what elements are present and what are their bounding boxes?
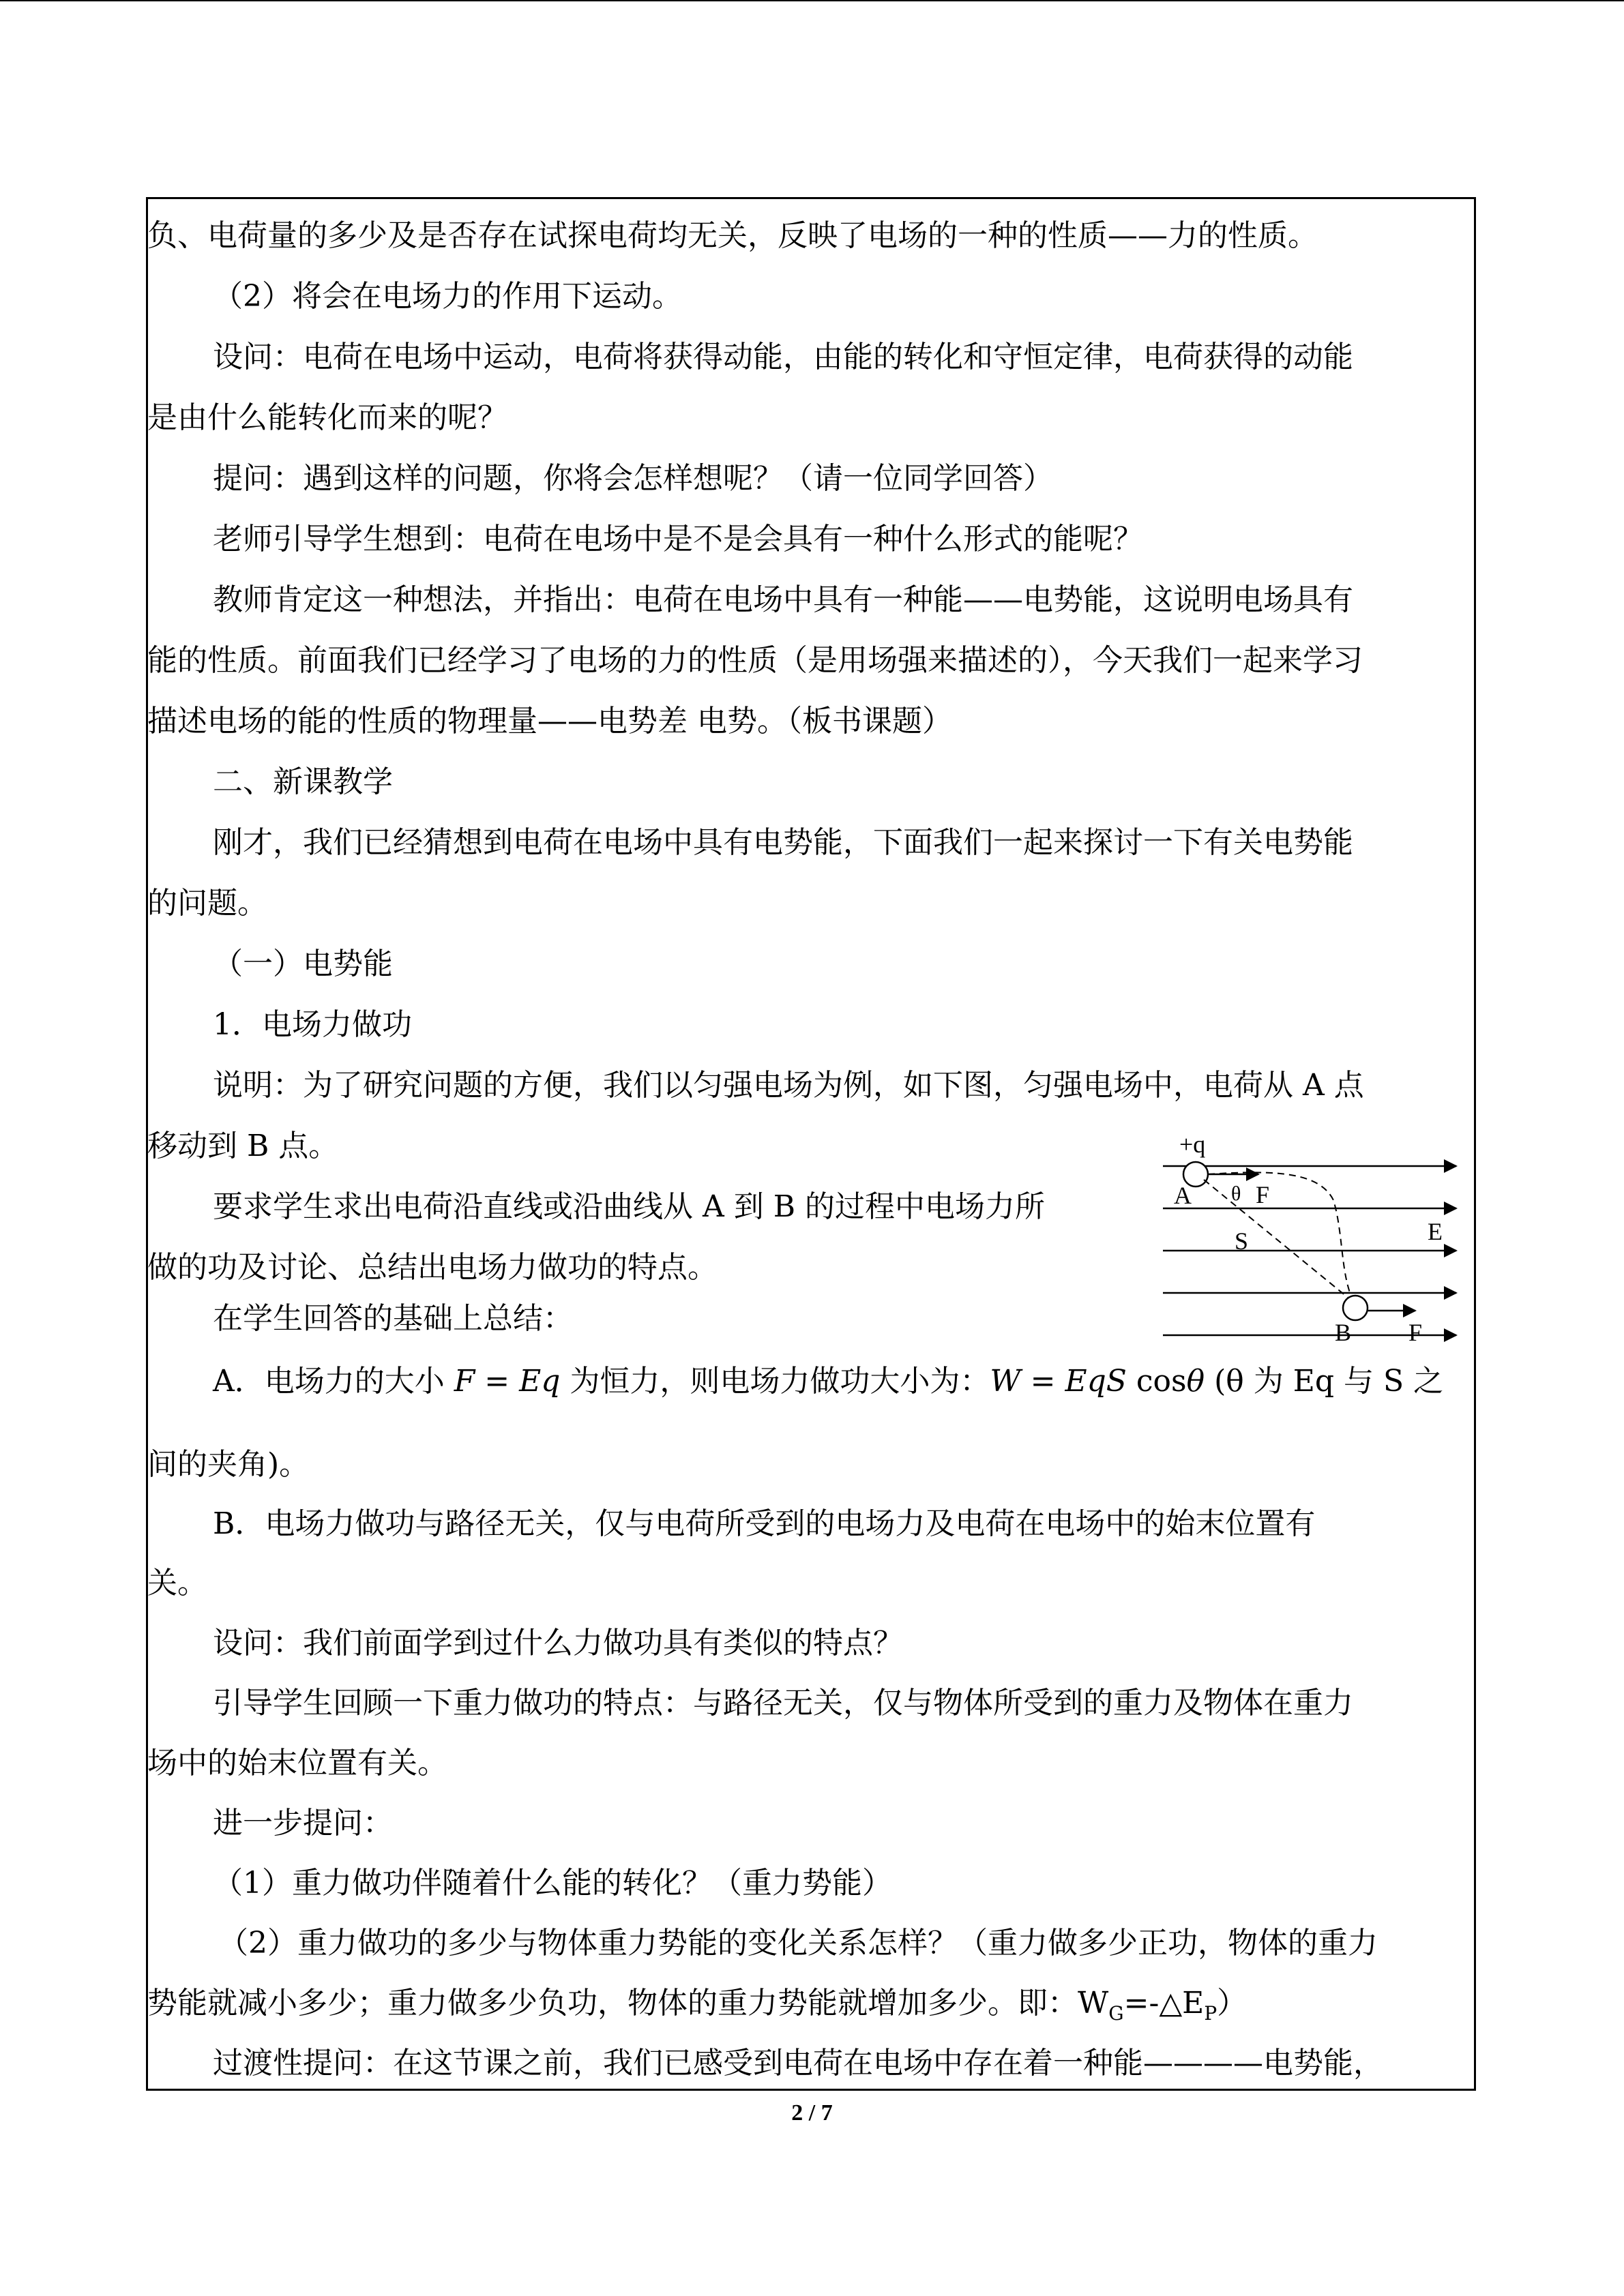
wg-sub-p: P (1204, 2001, 1217, 2025)
angle-label: θ (1231, 1182, 1241, 1205)
formula-w: W = EqS (990, 1364, 1127, 1399)
text-line: 老师引导学生想到：电荷在电场中是不是会具有一种什么形式的能呢？ (213, 522, 1143, 556)
text-line: 关。 (147, 1566, 207, 1600)
wg-sub-g: G (1108, 2001, 1124, 2025)
path-label: S (1235, 1227, 1249, 1255)
curved-path (1208, 1172, 1354, 1302)
text-line: （1）重力做功伴随着什么能的转化？（重力势能） (213, 1866, 892, 1900)
text-line: 负、电荷量的多少及是否存在试探电荷均无关，反映了电场的一种的性质——力的性质。 (147, 218, 1318, 253)
point-b-label: B (1335, 1319, 1352, 1346)
formula-middle: 为恒力，则电场力做功大小为： (560, 1364, 990, 1399)
text-line: 的问题。 (147, 886, 267, 921)
text-line: 做的功及讨论、总结出电场力做功的特点。 (147, 1250, 718, 1285)
text-line: （2）将会在电场力的作用下运动。 (213, 279, 682, 314)
charge-label: +q (1179, 1132, 1206, 1158)
wg-suffix: ） (1217, 1986, 1247, 2021)
text-line: 场中的始末位置有关。 (147, 1746, 447, 1780)
formula-suffix: (θ 为 Eq 与 S 之 (1205, 1364, 1444, 1399)
wg-prefix: 势能就减小多少；重力做多少负功，物体的重力势能就增加多少。即：W (147, 1986, 1109, 2021)
charge-b-circle (1343, 1296, 1368, 1320)
straight-path (1204, 1180, 1354, 1302)
page-number: 2 / 7 (791, 2100, 833, 2126)
text-line: 在学生回答的基础上总结： (213, 1301, 573, 1336)
text-line: 设问：我们前面学到过什么力做功具有类似的特点？ (213, 1626, 903, 1660)
text-line: 过渡性提问：在这节课之前，我们已感受到电荷在电场中存在着一种能————电势能， (213, 2046, 1383, 2081)
text-line: 刚才，我们已经猜想到电荷在电场中具有电势能，下面我们一起来探讨一下有关电势能 (213, 825, 1353, 860)
text-line: （2）重力做功的多少与物体重力势能的变化关系怎样？（重力做多少正功，物体的重力 (218, 1926, 1378, 1960)
text-line: 教师肯定这一种想法，并指出：电荷在电场中具有一种能——电势能，这说明电场具有 (213, 582, 1353, 617)
subsection-heading: 1．电场力做功 (213, 1007, 412, 1042)
text-line: 能的性质。前面我们已经学习了电场的力的性质（是用场强来描述的），今天我们一起来学习 (147, 643, 1363, 678)
electric-field-diagram (1156, 1132, 1470, 1350)
wg-middle: =-△E (1123, 1986, 1205, 2021)
text-line: 设问：电荷在电场中运动，电荷将获得动能，由能的转化和守恒定律，电荷获得的动能 (213, 340, 1353, 374)
formula-theta: θ (1186, 1364, 1205, 1399)
text-line: 进一步提问： (213, 1806, 393, 1840)
top-rule (0, 0, 1624, 1)
text-line: 描述电场的能的性质的物理量——电势差 电势。（板书课题） (147, 704, 952, 739)
text-line: B．电场力做功与路径无关，仅与电荷所受到的电场力及电荷在电场中的始末位置有 (213, 1506, 1316, 1541)
text-line: 移动到 B 点。 (147, 1129, 339, 1163)
field-label: E (1428, 1218, 1443, 1245)
subsection-heading: （一）电势能 (213, 946, 393, 981)
formula-cos: cos (1126, 1364, 1187, 1399)
formula-prefix: A．电场力的大小 (213, 1364, 454, 1399)
text-line: 说明：为了研究问题的方便，我们以匀强电场为例，如下图，匀强电场中，电荷从 A 点 (213, 1068, 1364, 1103)
text-line: 要求学生求出电荷沿直线或沿曲线从 A 到 B 的过程中电场力所 (213, 1189, 1046, 1224)
section-heading: 二、新课教学 (213, 764, 393, 799)
text-line: 间的夹角)。 (147, 1447, 310, 1482)
force-a-label: F (1256, 1181, 1270, 1208)
point-a-label: A (1174, 1182, 1192, 1209)
text-line: 引导学生回顾一下重力做功的特点：与路径无关，仅与物体所受到的重力及物体在重力 (213, 1686, 1353, 1720)
force-b-label: F (1408, 1319, 1423, 1346)
formula-f: F = Eq (454, 1364, 561, 1399)
formula-line (213, 1361, 1443, 1402)
text-line: 是由什么能转化而来的呢？ (147, 400, 507, 435)
text-line: 提问：遇到这样的问题，你将会怎样想呢？（请一位同学回答） (213, 461, 1053, 496)
wg-line (147, 1983, 1247, 2034)
